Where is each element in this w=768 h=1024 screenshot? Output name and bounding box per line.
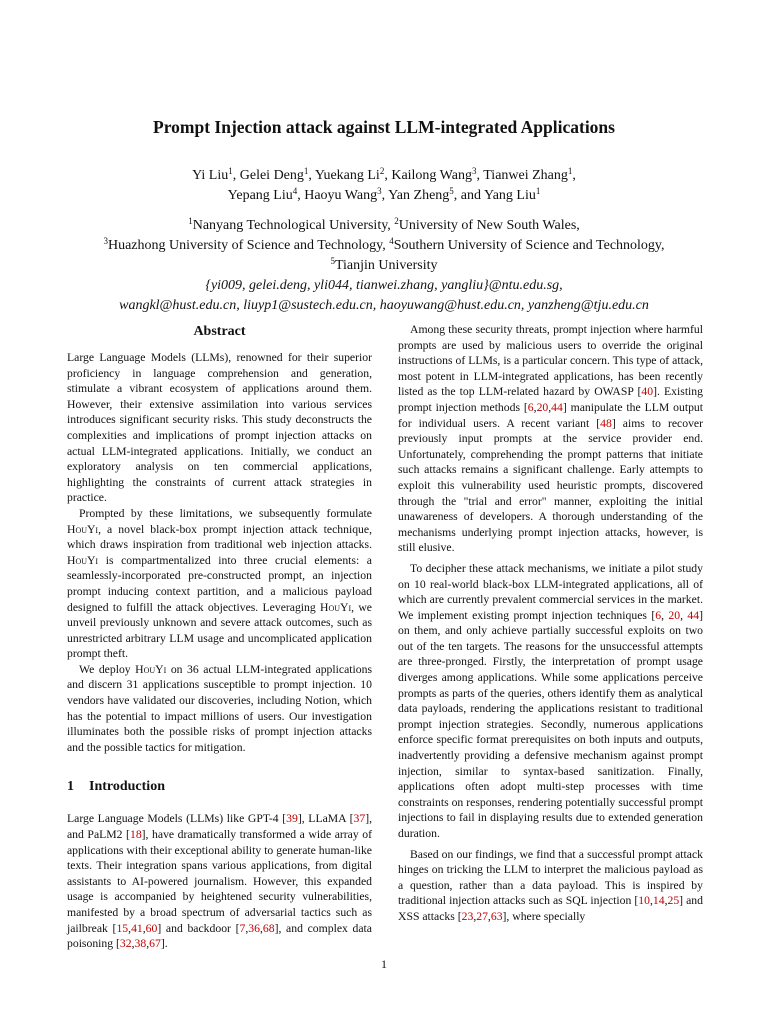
author-line-1: Yi Liu$^1$, Gelei Deng$^1$, Yuekang Li$^2$, Kailong Wang$^3$, Tianwei Zhang$^1$, <box>192 166 576 183</box>
system-name: HouYi <box>135 662 167 676</box>
citation-link[interactable]: 18 <box>129 828 142 842</box>
citation-link[interactable]: 39 <box>286 812 298 826</box>
abstract-heading: Abstract <box>193 324 246 339</box>
affiliation-name: Southern University of Science and Technology, <box>393 238 665 253</box>
citation-link[interactable]: 63 <box>490 909 503 923</box>
author-name: Yan Zheng <box>388 188 450 203</box>
system-name: HouYi <box>320 600 352 614</box>
section-title: Introduction <box>89 779 165 795</box>
right-column <box>398 322 703 925</box>
citation-link[interactable]: 44 <box>551 400 563 414</box>
page-number: 1 <box>381 957 387 971</box>
citation-link[interactable]: 48 <box>600 416 612 430</box>
affiliation-list <box>0 216 768 276</box>
affiliation-marker: 1 <box>188 216 193 226</box>
body-paragraph: Among these security threats, prompt injection where harmful prompts are used by malicious users to override the original instructions of LLMs, is a particular concern. This type of attack, most potent in LLM-integrated applications, has been recently listed as the top LLM-related hazard by OWASP [40]. Existing prompt injection methods [6,20,44] manipulate the LLM output for individual users. A recent variant [48] aims to recover previously input prompts at the service provider end. Unfortunately, comprehending the prompt patterns that initiate such attacks remains a significant challenge. Early attempts to exploit this vulnerability used heuristic prompts, discovered through the "trial and error" manner, exploiting the initial unawareness of developers. A thorough understanding of the mechanisms underlying prompt injection attacks, however, is still elusive. <box>398 323 704 555</box>
affiliation-marker: 1 <box>228 166 233 176</box>
citation-link[interactable]: 25 <box>667 894 680 908</box>
citation-link[interactable]: 37 <box>353 812 366 826</box>
affiliation-name: Nanyang Technological University, <box>192 218 395 233</box>
citation-link[interactable]: 27 <box>476 909 488 923</box>
citation-link[interactable]: 68 <box>262 921 275 935</box>
affiliation-marker: 4 <box>292 186 298 196</box>
author-name: Gelei Deng <box>239 168 304 183</box>
citation-link[interactable]: 20 <box>668 608 681 622</box>
citation-link[interactable]: 40 <box>641 385 654 399</box>
affiliation-name: University of New South Wales, <box>398 218 580 233</box>
author-name: Yi Liu <box>192 168 229 183</box>
author-name: Haoyu Wang <box>304 188 378 203</box>
system-name: HouYi <box>67 553 99 567</box>
section-number: 1 <box>67 779 74 795</box>
abstract-paragraph: Prompted by these limitations, we subsequently formulate HouYi, a novel black-box prompt injection attack technique, which draws inspiration from traditional web injection attacks. HouYi is compartmentalized into three crucial elements: a seamlessly-incorporated pre-constructed prompt, an injection prompt inducing context partition, and a malicious payload designed to fulfill the attack objectives. Leveraging HouYi, we unveil previously unknown and severe attack outcomes, such as unrestricted arbitrary LLM usage and uncomplicated application prompt theft. <box>67 506 372 661</box>
citation-link[interactable]: 14 <box>652 894 665 908</box>
abstract-body <box>67 350 372 755</box>
affiliation-line-2 <box>0 236 768 256</box>
introduction-heading <box>67 777 372 797</box>
citation-link[interactable]: 20 <box>536 400 549 414</box>
email-list <box>0 276 768 316</box>
affiliation-marker: 1 <box>303 166 309 176</box>
affiliation-line-1 <box>0 216 768 236</box>
system-name: HouYi <box>67 522 99 536</box>
affiliation-marker: 3 <box>472 166 477 176</box>
author-line-2: Yepang Liu$^4$, Haoyu Wang$^3$, Yan Zheng$^5$, and Yang Liu$^1$ <box>227 186 541 203</box>
citation-link[interactable]: 6 <box>655 608 662 622</box>
author-name: Tianwei Zhang <box>483 168 568 183</box>
citation-link[interactable]: 15 <box>116 921 129 935</box>
affiliation-marker: 5 <box>449 186 454 196</box>
citation-link[interactable]: 7 <box>239 921 246 935</box>
left-column <box>67 322 372 952</box>
citation-link[interactable]: 10 <box>638 894 650 908</box>
citation-link[interactable]: 44 <box>687 608 700 622</box>
citation-link[interactable]: 60 <box>145 921 158 935</box>
affiliation-name: Huazhong University of Science and Technology, <box>107 238 390 253</box>
author-name: Yepang Liu <box>227 188 293 203</box>
introduction-paragraph: Large Language Models (LLMs) like GPT-4 [39], LLaMA [37], and PaLM2 [18], have dramatically transformed a wide array of applications with their exceptional ability to generate human-like texts. Their integration spans various applications, from digital assistants to AI-powered journalism. However, this expanded usage is accompanied by heightened security vulnerabilities, manifested by a broad spectrum of adversarial tactics such as jailbreak [15,41,60] and backdoor [7,36,68], and complex data poisoning [32,38,67]. <box>67 812 373 951</box>
affiliation-marker: 3 <box>103 236 108 246</box>
citation-link[interactable]: 41 <box>131 921 143 935</box>
citation-link[interactable]: 67 <box>149 937 161 951</box>
citation-link[interactable]: 6 <box>527 400 534 414</box>
author-name: Yuekang Li <box>314 168 380 183</box>
affiliation-marker: 1 <box>535 186 541 196</box>
affiliation-name: Tianjin University <box>334 258 438 273</box>
email-line-1: {yi009, gelei.deng, yli044, tianwei.zhang, yangliu}@ntu.edu.sg, <box>205 278 563 293</box>
affiliation-marker: 3 <box>377 186 382 196</box>
affiliation-marker: 5 <box>330 256 335 266</box>
citation-link[interactable]: 38 <box>134 937 147 951</box>
citation-link[interactable]: 36 <box>248 921 260 935</box>
affiliation-marker: 2 <box>379 166 385 176</box>
email-line-2: wangkl@hust.edu.cn, liuyp1@sustech.edu.cn, haoyuwang@hust.edu.cn, yanzheng@tju.edu.cn <box>119 298 649 313</box>
author-name: and Yang Liu <box>460 188 536 203</box>
citation-link[interactable]: 32 <box>119 937 132 951</box>
abstract-paragraph: Large Language Models (LLMs), renowned for their superior proficiency in language comprehension and generation, stimulate a vibrant ecosystem of applications around them. However, their extensive assimilation into various services introduces significant security risks. This study deconstructs the complexities and implications of prompt injection attacks on actual LLM-integrated applications. Initially, we conduct an exploratory analysis on ten commercial applications, highlighting the constraints of current attack strategies in practice. <box>67 351 372 505</box>
abstract-paragraph: We deploy HouYi on 36 actual LLM-integrated applications and discern 31 applications susceptible to prompt injection. 10 vendors have validated our discoveries, including Notion, which has the potential to impact millions of users. Our investigation illuminates both the possible risks of prompt injection attacks and the possible tactics for mitigation. <box>67 662 372 754</box>
paper-title: Prompt Injection attack against LLM-integrated Applications <box>153 117 615 137</box>
affiliation-marker: 1 <box>567 166 573 176</box>
citation-link[interactable]: 23 <box>461 909 474 923</box>
affiliation-marker: 4 <box>389 236 394 246</box>
affiliation-line-3 <box>0 256 768 276</box>
affiliation-marker: 2 <box>394 216 399 226</box>
author-name: Kailong Wang <box>391 168 472 183</box>
author-list <box>0 166 768 206</box>
body-paragraph: To decipher these attack mechanisms, we initiate a pilot study on 10 real-world black-box LLM-integrated applications, all of which are currently prevalent commercial services in the market. We implement existing prompt injection techniques [6, 20, 44] on them, and only achieve partially successful exploits on two out of the ten targets. The reasons for the unsuccessful attempts are three-pronged. Firstly, the interpretation of prompt usage diverges among applications. While some applications perceive prompts as parts of the queries, others identify them as analytical data payloads, rendering the applications resistant to traditional prompt injection strategies. Secondly, numerous applications enforce specific format prerequisites on both inputs and outputs, inadvertently providing a defensive mechanism against prompt injection, similar to syntax-based sanitization. Finally, applications often adopt multi-step processes with time constraints on responses, rendering potentially successful prompt injections to fail in displaying results due to extended generation duration. <box>398 561 703 840</box>
body-paragraph: Based on our findings, we find that a successful prompt attack hinges on tricking the LLM to interpret the malicious payload as a question, rather than a data payload. This is inspired by traditional injection attacks such as SQL injection [10,14,25] and XSS attacks [23,27,63], where specially <box>398 847 703 923</box>
